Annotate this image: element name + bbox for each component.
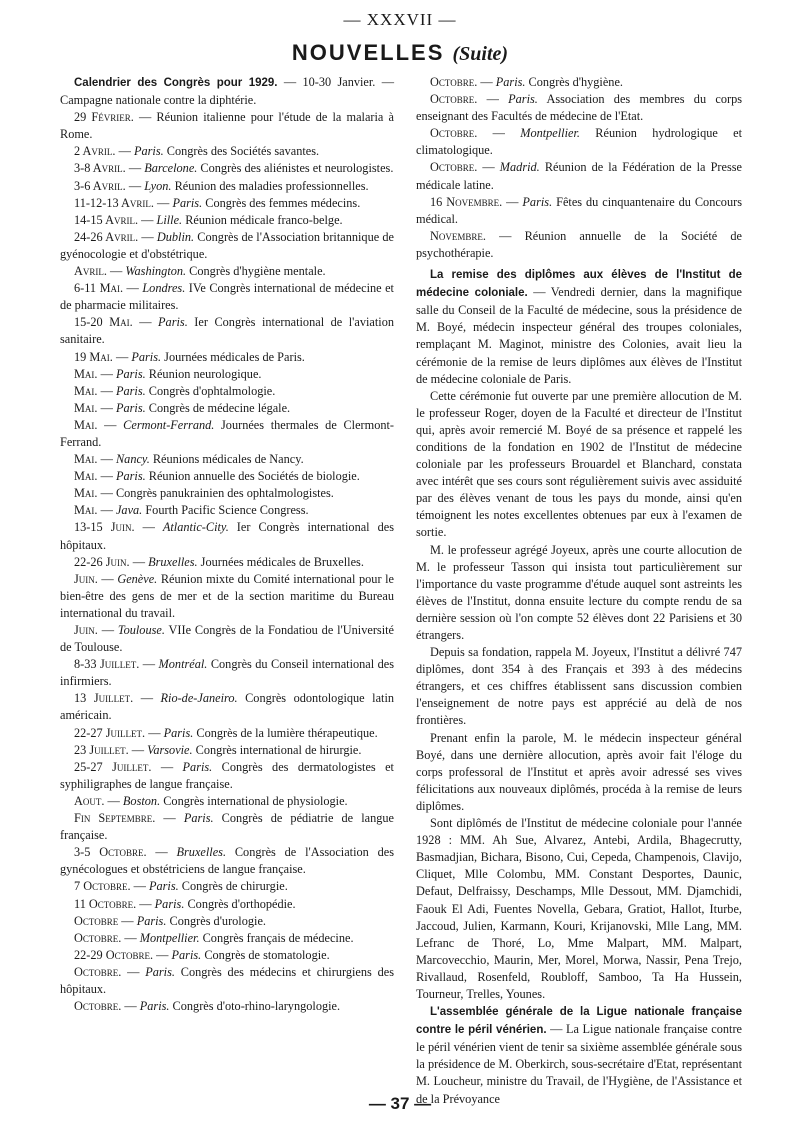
calendar-intro-text: — 10-30 Janvier. — Campagne nationale contre la diphtérie. [60,75,394,108]
entry-place: Paris. [183,811,214,826]
entry-text: Association des membres du corps enseignant des Facultés de médecine de l'Etat. [416,92,742,124]
entry-text: Fêtes du cinquantenaire du Concours médical. [416,194,742,226]
entry-text: Congrès d'hygiène. [525,75,623,89]
entry-date: 11-12-13 Avril. [74,195,154,210]
calendar-entry: Octobre — Paris. Congrès d'urologie. [74,913,266,928]
entry-date: Juin. [74,571,98,586]
calendar-entry: Octobre. — Montpellier. Réunion hydrologique et climatologique. [416,126,742,158]
page-header: — XXXVII — [343,10,457,29]
entry-text: Congrès de médecine légale. [145,400,291,415]
remise-paragraph [416,266,742,388]
entry-place: Paris. [172,195,203,210]
entry-date: 8-33 Juillet. [74,657,140,672]
calendar-entry: 22-26 Juin. — Bruxelles. Journées médicales de Bruxelles. [74,554,364,569]
entry-date: 13 Juillet. [74,691,134,706]
entry-date: 15-20 Mai. [74,315,133,330]
page-number: — 37 — [368,1094,432,1113]
entry-text: Congrès de la lumière thérapeutique. [193,725,378,740]
entry-text: Congrès d'hygiène mentale. [186,264,326,279]
calendar-entry: Octobre. — Paris. Association des membres du corps enseignant des Facultés de médecine de l'Etat. [416,92,742,124]
entry-date: 11 Octobre. [74,896,137,911]
entry-place: Nancy. [115,452,150,467]
entry-text: Congrès de l'Association des gynécologues et obstétriciens de langue française. [60,845,395,877]
calendar-entry: 11 Octobre. — Paris. Congrès d'orthopédie. [74,896,296,911]
calendar-entry: Mai. — Cermont-Ferrand. Journées thermales de Clermont-Ferrand. [60,417,394,449]
entry-text: — Réunion annuelle de la Société de psychothérapie. [416,228,742,260]
entry-date: Avril. [74,264,107,279]
entry-date: 7 Octobre. [74,879,131,894]
entry-text: Réunion neurologique. [145,366,262,381]
entry-place: Paris. [136,913,167,928]
entry-date: 22-26 Juin. [74,554,130,569]
calendar-heading: Calendrier des Congrès pour 1929. [74,77,278,89]
entry-date: 3-5 Octobre. [74,845,147,860]
entry-text: Congrès des aliénistes et neurologistes. [197,161,394,176]
entry-place: Rio-de-Janeiro. [160,691,238,706]
entry-text: Congrès des femmes médecins. [202,195,361,210]
entry-date: Mai. [74,400,98,415]
entry-place: Varsovie. [147,742,193,757]
entry-text: Congrès de pédiatrie de langue française. [60,811,394,843]
entry-text: Congrès des dermatologistes et syphiligraphes de langue française. [60,759,394,791]
assemblee-paragraph [416,1003,742,1108]
entry-place: Paris. [182,759,213,774]
entry-date: 19 Mai. [74,349,113,364]
calendar-entry: Aout. — Boston. Congrès international de physiologie. [74,793,348,808]
entry-text: Congrès du Conseil international des infirmiers. [60,657,394,689]
entry-place: Londres. [142,281,186,296]
entry-date: Fin Septembre. [74,811,156,826]
entry-text: Réunion de la Fédération de la Presse médicale latine. [416,160,742,192]
entry-text: Congrès d'orthopédie. [184,896,296,911]
entry-date: 6-11 Mai. [74,281,124,296]
calendar-entry: 22-27 Juillet. — Paris. Congrès de la lumière thérapeutique. [74,725,378,740]
entry-text: Journées thermales de Clermont-Ferrand. [60,417,394,449]
entry-date: 25-27 Juillet. [74,759,152,774]
calendar-entry: Mai. — Java. Fourth Pacific Science Congress. [74,503,309,518]
title-suffix: (Suite) [452,43,509,65]
entry-place: Paris. [148,879,179,894]
entry-place: Paris. [115,400,146,415]
entry-place: Boston. [122,793,161,808]
entry-date: Octobre. [430,75,478,89]
entry-place: Paris. [522,194,553,209]
entry-place: Java. [115,503,143,518]
entry-place: Paris. [508,92,538,107]
calendar-entry: Avril. — Washington. Congrès d'hygiène mentale. [74,264,326,279]
entry-date: Mai. [74,383,98,398]
calendar-entry: 22-29 Octobre. — Paris. Congrès de stomatologie. [74,947,330,962]
calendar-entry [60,485,394,502]
entry-date: Mai. [74,469,98,484]
entry-text: Congrès odontologique latin américain. [60,691,395,723]
entry-place: Bruxelles. [176,845,227,860]
entry-text: Réunion mixte du Comité international pour le bien-être des gens de mer et de la section maritime du Bureau international du travail. [60,571,394,620]
entry-text: — Réunion italienne pour l'étude de la malaria à Rome. [60,110,394,142]
entry-place: Cermont-Ferrand. [123,417,215,432]
calendar-entry: 3-5 Octobre. — Bruxelles. Congrès de l'Association des gynécologues et obstétriciens de langue française. [60,845,395,877]
entry-date: Mai. [74,503,98,518]
entry-place: Paris. [495,75,526,89]
entry-place: Paris. [133,144,164,159]
article-paragraph: Depuis sa fondation, rappela M. Joyeux, l'Institut a délivré 747 diplômes, dont 354 à des Français et 393 à des médecins étrangers, et ces chiffres établissent sans discussion combien l'enseignement de notre pays est apprécié au delà de nos frontières. [416,645,742,728]
calendar-entry: Mai. — Paris. Congrès d'ophtalmologie. [74,383,276,398]
entry-place: Dublin. [156,229,195,244]
calendar-entry: Juin. — Genève. Réunion mixte du Comité international pour le bien-être des gens de mer et de la section maritime du Bureau international du travail. [60,571,394,620]
entry-date: 16 Novembre. [430,194,503,209]
entry-text: Congrès de l'Association britannique de gyénocologie et d'obstétrique. [60,229,394,261]
calendar-entry: Juin. — Toulouse. VIIe Congrès de la Fondatiou de l'Université de Toulouse. [60,623,394,655]
entry-date: 3-8 Avril. [74,161,126,176]
entry-place: Bruxelles. [148,554,198,569]
entry-date: Octobre. [430,126,478,141]
calendar-entry: Mai. — Paris. Réunion neurologique. [74,366,262,381]
entry-text: VIIe Congrès de la Fondatiou de l'Université de Toulouse. [60,623,394,655]
calendar-entry: 14-15 Avril. — Lille. Réunion médicale franco-belge. [74,212,343,227]
entry-place: Madrid. [499,160,540,175]
calendar-entry: 11-12-13 Avril. — Paris. Congrès des femmes médecins. [74,195,361,210]
entry-place: Paris. [115,366,146,381]
entry-date: Juin. [74,623,98,637]
entry-place: Paris. [158,315,188,330]
entry-text: Congrès international de hirurgie. [192,742,362,757]
entry-text: Journées médicales de Bruxelles. [197,554,364,569]
entry-date: Octobre. [74,964,122,979]
entry-place: Paris. [145,964,175,979]
calendar-intro [60,74,394,109]
entry-text: Réunion des maladies professionnelles. [171,178,369,193]
entry-place: Paris. [115,383,146,398]
entry-date: 2 Avril. [74,144,116,159]
entry-date: Octobre. [430,160,478,175]
calendar-entry: Octobre. — Paris. Congrès d'hygiène. [430,75,623,89]
entry-text: Congrès des médecins et chirurgiens des hôpitaux. [60,964,394,996]
calendar-entry: 7 Octobre. — Paris. Congrès de chirurgie. [74,879,288,894]
entry-date: 13-15 Juin. [74,520,135,535]
entry-date: 24-26 Avril. [74,229,139,244]
entry-date: Octobre. [430,92,478,107]
page-title [0,40,800,66]
calendar-entry: Octobre. — Madrid. Réunion de la Fédération de la Presse médicale latine. [416,160,742,192]
entry-place: Barcelone. [144,161,198,176]
article-paragraph: Cette cérémonie fut ouverte par une première allocution de M. le professeur Roger, doyen de la Faculté et directeur de l'Institut qui, après avoir remercié M. Boyé de sa présence et rappelé les conditions de la fondation en 1902 de l'Institut de médecine coloniale par les professeurs Brouardel et Blanchard, constata avec intérêt que ses cours sont régulièrement suivis avec assiduité par des élèves venant de tous les pays du monde, ainsi qu'en témoignent les notes excellentes obtenues par eux à l'examen de sortie. [416,388,742,540]
entry-place: Paris. [115,469,146,484]
entry-text: Congrès d'ophtalmologie. [145,383,276,398]
calendar-entry: Fin Septembre. — Paris. Congrès de pédiatrie de langue française. [60,811,394,843]
entry-text: Réunion annuelle des Sociétés de biologie. [145,469,360,484]
calendar-entry: Octobre. — Montpellier. Congrès français de médecine. [74,930,354,945]
entry-date: Aout. [74,793,105,808]
calendar-list-continued [416,74,742,262]
entry-text: IVe Congrès international de médecine et de pharmacie militaires. [60,281,394,313]
entry-text: Réunions médicales de Nancy. [149,452,304,467]
entry-date: Octobre. [74,930,122,945]
entry-text: Ier Congrès international de l'aviation sanitaire. [60,315,394,347]
remise-heading: La remise des diplômes aux élèves de l'Institut de médecine coloniale. [416,269,742,300]
calendar-entry: 25-27 Juillet. — Paris. Congrès des dermatologistes et syphiligraphes de langue française. [60,759,394,791]
assemblee-heading: L'assemblée générale de la Ligue nationale française contre le péril vénérien. [416,1006,742,1037]
article-paragraph: M. le professeur agrégé Joyeux, après une courte allocution de M. le professeur Tasson qui insista tout particulièrement sur l'importance du vaste programme d'étude auquel sont astreints les élèves de l'Institut, donna ensuite lecture du compte rendu de sa dernière session où l'on compte 52 élèves dont 22 Parisiens et 30 étrangers. [416,542,742,642]
entry-text: Congrès d'oto-rhino-laryngologie. [169,999,341,1014]
entry-date: 29 Février. [74,110,134,125]
entry-text: Congrès d'urologie. [166,913,266,928]
entry-place: Paris. [163,725,194,740]
entry-date: 14-15 Avril. [74,212,139,227]
calendar-entry: Octobre. — Paris. Congrès d'oto-rhino-laryngologie. [74,999,341,1014]
entry-date: Novembre. [430,228,486,243]
entry-place: Montpellier. [520,126,580,141]
calendar-entry: 2 Avril. — Paris. Congrès des Sociétés savantes. [74,144,320,159]
remise-text: — Vendredi dernier, dans la magnifique salle du Conseil de la Faculté de médecine, sous la présidence de M. Boyé, médecin inspecteur général des troupes coloniales, remplaçant M. Maginot, ministre des Colonies, avait lieu la cérémonie de la remise de leurs diplômes aux élèves de l'Institut de médecine coloniale de Paris. [416,285,742,386]
entry-text: Réunion médicale franco-belge. [182,212,343,227]
entry-place: Montpellier. [139,930,200,945]
assemblee-text: — La Ligue nationale française contre le péril vénérien vient de tenir sa sixième assemblée générale sous la présidence de M. Oberkirch, sous-secrétaire d'Etat, représentant M. Loucheur, ministre du Travail, de l'Hygiène, de l'Assistance et de la Prévoyance [416,1022,743,1106]
calendar-entry: Mai. — Paris. Congrès de médecine légale. [74,400,291,415]
calendar-list [60,109,394,1015]
entry-date: 22-29 Octobre. [74,947,154,962]
article-paragraph: Prenant enfin la parole, M. le médecin inspecteur général Boyé, dans une dernière allocution, après avoir fait l'éloge du corps professoral de l'Institut et après avoir adressé ses vives félicitations aux nouveaux diplômés, procéda à la remise de leurs diplômes. [416,730,742,813]
entry-text: Congrès de stomatologie. [201,947,330,962]
entry-place: Genève. [117,571,158,586]
graduates-list: Sont diplômés de l'Institut de médecine coloniale pour l'année 1928 : MM. Ah Sue, Alvarez, Antebi, Ardila, Bhagecrutty, Basmadjian, Bichara, Bisono, Cui, Cepeda, Champenois, Clavijo, Cliquet, Mlle Colombu, MM. Constant Desportes, Daunic, Defaut, Delfraissy, Deschamps, Mlle Dessout, MM. Djamchidi, Faouk El Adi, Fuentes Novella, Gebara, Gratiot, Hallot, Iturbe, Jaccoud, Julien, Karmann, Kouri, Krijanovski, Mlle Lang, MM. Lefranc de Thoré, Lo, Mme Malpart, MM. Malpart, Marcovecchio, Maurin, Mer, Morel, Morwa, Nassir, Pena Trejo, Rivallaud, Rosenfeld, Roubloff, Samboo, Ta Ha Hussein, Tourneur, Trelles, Younes. [416,816,742,1001]
entry-date: 3-6 Avril. [74,178,126,193]
entry-date: Mai. [74,417,98,432]
calendar-entry: 24-26 Avril. — Dublin. Congrès de l'Association britannique de gyénocologie et d'obstétrique. [60,229,394,261]
entry-text: Congrès des Sociétés savantes. [163,144,320,159]
calendar-entry: 16 Novembre. — Paris. Fêtes du cinquantenaire du Concours médical. [416,194,742,226]
calendar-entry [416,228,742,262]
entry-place: Atlantic-City. [162,520,229,535]
calendar-entry: Octobre. — Paris. Congrès des médecins et chirurgiens des hôpitaux. [60,964,394,996]
entry-place: Lille. [156,212,183,227]
calendar-entry: 8-33 Juillet. — Montréal. Congrès du Conseil international des infirmiers. [60,657,394,689]
entry-date: 22-27 Juillet. [74,725,146,740]
entry-text: Congrès de chirurgie. [178,879,288,894]
calendar-entry: 3-6 Avril. — Lyon. Réunion des maladies professionnelles. [74,178,369,193]
calendar-entry: 23 Juillet. — Varsovie. Congrès international de hirurgie. [74,742,362,757]
entry-text: Congrès international de physiologie. [160,793,348,808]
calendar-entry: 13-15 Juin. — Atlantic-City. Ier Congrès international des hôpitaux. [60,520,394,552]
calendar-entry [60,109,394,143]
left-column [60,74,394,1015]
entry-place: Lyon. [144,178,172,193]
entry-text: Fourth Pacific Science Congress. [142,503,309,518]
entry-text: Journées médicales de Paris. [161,349,305,364]
entry-text: Congrès français de médecine. [199,930,354,945]
calendar-entry: 19 Mai. — Paris. Journées médicales de Paris. [74,349,305,364]
calendar-entry: 3-8 Avril. — Barcelone. Congrès des aliénistes et neurologistes. [74,161,394,176]
entry-date: 23 Juillet. [74,742,129,757]
entry-place: Paris. [139,999,170,1014]
calendar-entry: 13 Juillet. — Rio-de-Janeiro. Congrès odontologique latin américain. [60,691,395,723]
entry-date: Octobre [74,913,119,928]
entry-text: Réunion hydrologique et climatologique. [416,126,742,158]
entry-place: Montréal. [158,657,208,672]
entry-text: Ier Congrès international des hôpitaux. [60,520,394,552]
right-column [416,74,742,1108]
entry-date: Mai. [74,366,98,381]
calendar-entry: 6-11 Mai. — Londres. IVe Congrès international de médecine et de pharmacie militaires. [60,281,394,313]
entry-place: Paris. [154,896,185,911]
entry-text: — Congrès panukrainien des ophtalmologistes. [97,486,334,501]
calendar-entry: Mai. — Nancy. Réunions médicales de Nancy. [74,452,304,467]
entry-place: Toulouse. [117,623,165,637]
title-text: NOUVELLES [291,40,445,65]
entry-date: Mai. [74,452,98,467]
entry-place: Washington. [125,264,187,279]
calendar-entry: 15-20 Mai. — Paris. Ier Congrès international de l'aviation sanitaire. [60,315,394,347]
calendar-entry: Mai. — Paris. Réunion annuelle des Sociétés de biologie. [74,469,360,484]
entry-place: Paris. [171,947,202,962]
entry-date: Octobre. [74,999,122,1014]
entry-place: Paris. [131,349,162,364]
entry-date: Mai. [74,486,98,501]
